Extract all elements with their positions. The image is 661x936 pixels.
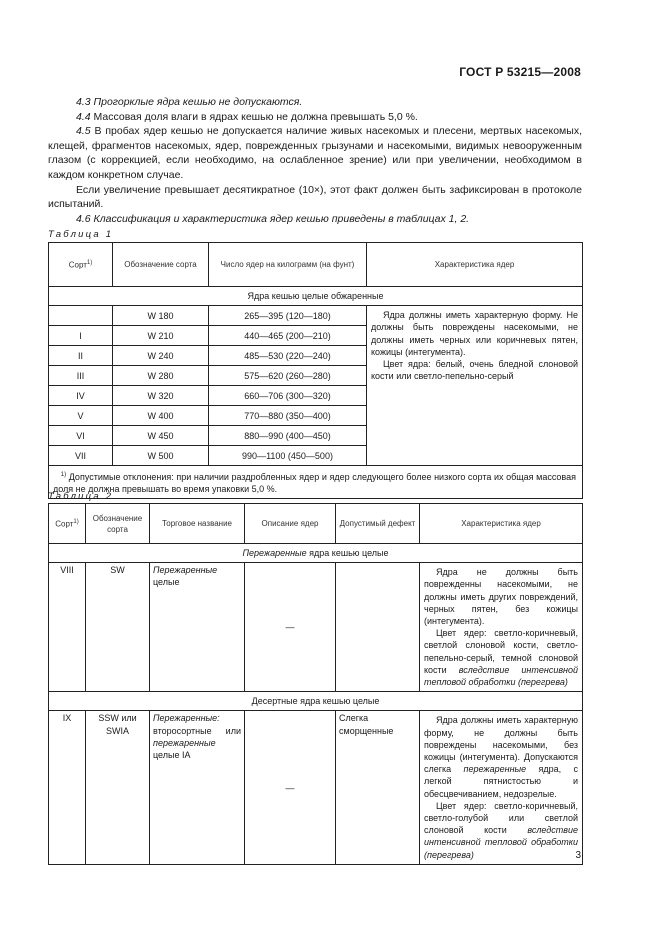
table-2 xyxy=(48,503,583,865)
header-grade: Сорт$^{1)}$ xyxy=(49,243,113,287)
cell-count: 660—706 (300—320) xyxy=(209,386,367,406)
cell-count: 990—1100 (450—500) xyxy=(209,446,367,466)
cell-designation: W 210 xyxy=(113,326,209,346)
section-title: Пережаренные ядра кешью целые xyxy=(49,544,583,563)
table1-footnote-row xyxy=(49,466,583,499)
characteristic-color: Цвет ядер: светло-коричневый, светлой слоновой кости, светло-пепельно-серый, темной слоновой кости вследствие интенсивной тепловой обработки (перегрева) xyxy=(424,628,578,688)
cell-kernel-desc: — xyxy=(245,711,336,864)
section-title: Десертные ядра кешью целые xyxy=(49,692,583,711)
document-number: ГОСТ Р 53215—2008 xyxy=(459,65,581,79)
cell-grade: I xyxy=(49,326,113,346)
table1-caption: Таблица 1 xyxy=(48,229,114,240)
cell-count: 265—395 (120—180) xyxy=(209,306,367,326)
cell-characteristic xyxy=(367,306,583,466)
paragraph-number: 4.5 xyxy=(76,125,91,138)
paragraph-magnification: Если увеличение превышает десятикратное (10×), этот факт должен быть зафиксирован в протоколе испытаний. xyxy=(48,183,582,211)
table-1 xyxy=(48,242,583,499)
characteristic-text: Ядра должны иметь характерную форму, не должны быть повреждены насекомыми, без кожицы (интегумента). Допускаются слегка пережаренные ядра, с легкой пятнистостью и обесцвечиванием, недозрелые. xyxy=(424,715,579,799)
characteristic-text: Ядра не должны быть поврежденны насекомыми, не должны иметь других повреждений, черных пятен, без кожицы (интегумента). xyxy=(424,567,578,627)
cell-designation: SSW или SWIA xyxy=(86,711,150,864)
table2-caption: Таблица 2 xyxy=(48,491,114,502)
cell-grade: VI xyxy=(49,426,113,446)
cell-designation: W 280 xyxy=(113,366,209,386)
cell-designation: W 240 xyxy=(113,346,209,366)
table2-section-row xyxy=(49,544,583,563)
cell-defect xyxy=(336,563,420,692)
section-title: Ядра кешью целые обжаренные xyxy=(49,287,583,306)
cell-grade: II xyxy=(49,346,113,366)
cell-grade: III xyxy=(49,366,113,386)
paragraph-text: В пробах ядер кешью не допускается наличие живых насекомых и плесени, мертвых насекомых, клещей, фрагментов насекомых, ядер, поврежденных грызунами и насекомыми, видимых невооруженным глазом (с коррекцией, если необходимо, на ослабленное зрение) или при увеличении, необходимом в каждом конкретном случае. xyxy=(48,125,582,181)
cell-defect: Слегка сморщенные xyxy=(336,711,420,864)
paragraph-4-4 xyxy=(48,110,582,125)
cell-characteristic xyxy=(420,711,583,864)
cell-kernel-desc: — xyxy=(245,563,336,692)
table-row xyxy=(49,563,583,692)
table1-header-row xyxy=(49,243,583,287)
header-designation: Обозначение сорта xyxy=(86,504,150,544)
footnote: $^{1)}$ Допустимые отклонения: при наличии раздробленных ядер и ядер следующего более низкого сорта их общая массовая доля не должна превышать во время упаковки 5,0 %. xyxy=(49,466,583,499)
characteristic-color: Цвет ядра: белый, очень бледной слоновой кости или светло-пепельно-серый xyxy=(371,359,578,382)
header-designation: Обозначение сорта xyxy=(113,243,209,287)
cell-designation: W 320 xyxy=(113,386,209,406)
cell-designation: W 180 xyxy=(113,306,209,326)
cell-count: 880—990 (400—450) xyxy=(209,426,367,446)
characteristic-color: Цвет ядер: светло-коричневый, светло-голубой или светлой слоновой кости вследствие интенсивной тепловой обработки (перегрева) xyxy=(424,800,578,860)
table2-header-row xyxy=(49,504,583,544)
paragraph-text: Массовая доля влаги в ядрах кешью не должна превышать 5,0 %. xyxy=(90,110,418,123)
cell-count: 440—465 (200—210) xyxy=(209,326,367,346)
table1-section-row xyxy=(49,287,583,306)
cell-designation: W 450 xyxy=(113,426,209,446)
paragraph-4-3: 4.3 Прогорклые ядра кешью не допускаются. xyxy=(76,96,303,108)
cell-designation: SW xyxy=(86,563,150,692)
cell-count: 575—620 (260—280) xyxy=(209,366,367,386)
cell-grade xyxy=(49,306,113,326)
paragraph-number: 4.4 xyxy=(76,110,91,123)
page-number: 3 xyxy=(575,850,581,861)
cell-count: 770—880 (350—400) xyxy=(209,406,367,426)
table-row xyxy=(49,711,583,864)
cell-grade: IX xyxy=(49,711,86,864)
cell-trade-name: Пережаренные целые xyxy=(150,563,245,692)
header-trade-name: Торговое название xyxy=(150,504,245,544)
table2-section-row xyxy=(49,692,583,711)
header-characteristic: Характеристика ядер xyxy=(420,504,583,544)
cell-grade: V xyxy=(49,406,113,426)
cell-trade-name: Пережаренные: второсортные или пережаренные целые IA xyxy=(150,711,245,864)
header-grade: Сорт$^{1)}$ xyxy=(49,504,86,544)
paragraph-4-5 xyxy=(48,124,582,182)
header-characteristic: Характеристика ядер xyxy=(367,243,583,287)
cell-grade: VII xyxy=(49,446,113,466)
cell-count: 485—530 (220—240) xyxy=(209,346,367,366)
cell-grade: VIII xyxy=(49,563,86,692)
characteristic-text: Ядра должны иметь характерную форму. Не должны быть повреждены насекомыми, не должны иметь черных или коричневых пятен, кожицы (интегумента). xyxy=(371,310,578,357)
cell-grade: IV xyxy=(49,386,113,406)
body-text xyxy=(48,95,582,226)
cell-designation: W 400 xyxy=(113,406,209,426)
paragraph-4-6: 4.6 Классификация и характеристика ядер кешью приведены в таблицах 1, 2. xyxy=(76,212,470,225)
table-row xyxy=(49,306,583,326)
cell-designation: W 500 xyxy=(113,446,209,466)
header-kernel-desc: Описание ядер xyxy=(245,504,336,544)
header-allowed-defect: Допустимый дефект xyxy=(336,504,420,544)
cell-characteristic xyxy=(420,563,583,692)
header-count: Число ядер на килограмм (на фунт) xyxy=(209,243,367,287)
